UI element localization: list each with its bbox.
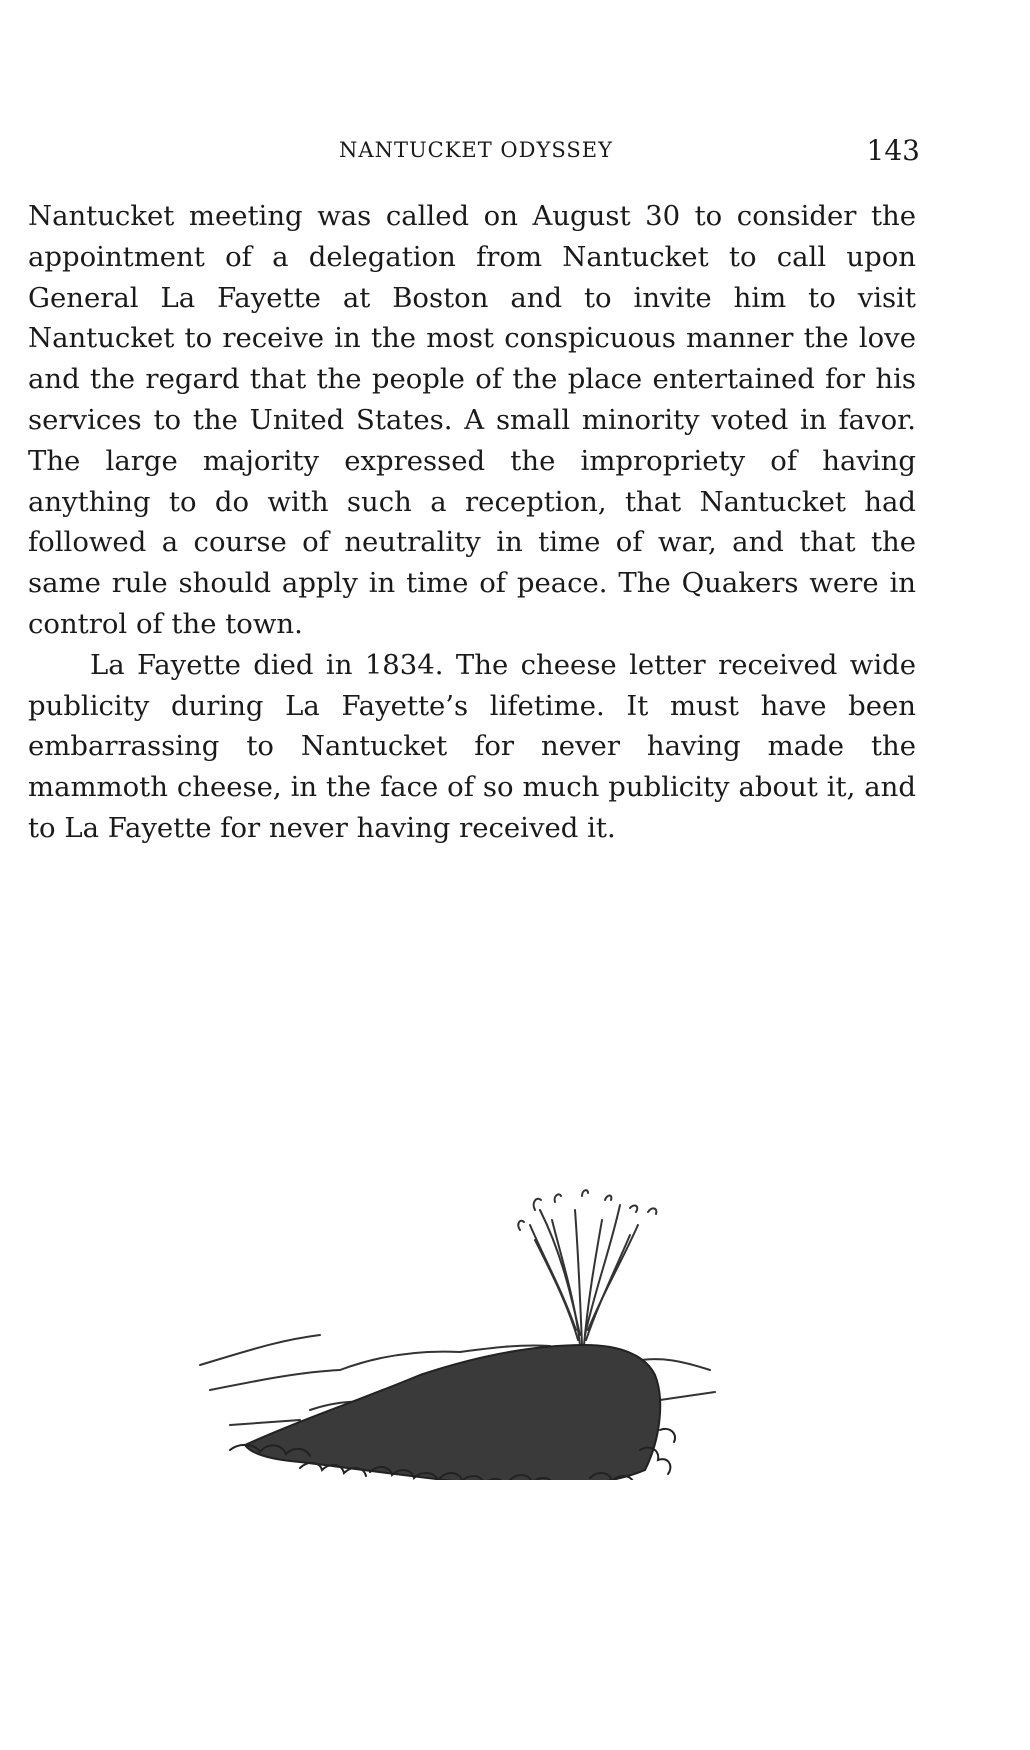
whale-body xyxy=(245,1345,660,1480)
whale-spouting-icon xyxy=(190,1100,770,1480)
page-number: 143 xyxy=(866,134,920,167)
paragraph: La Fayette died in 1834. The cheese letter received wide publicity during La Fayette’s lifetime. It must have been embarrassing to Nantucket for never having made the mammoth cheese, in the face of so much publicity about it, and to La Fayette for never having received it. xyxy=(28,648,916,844)
running-head xyxy=(26,132,926,172)
body-text xyxy=(28,196,916,849)
paragraph: Nantucket meeting was called on August 30 to consider the appointment of a delegation from Nantucket to call upon General La Fayette at Boston and to invite him to visit Nantucket to receive in the most conspicuous manner the love and the regard that the people of the place entertained for his services to the United States. A small minority voted in favor. The large majority expressed the impropriety of having anything to do with such a reception, that Nantucket had followed a course of neutrality in time of war, and that the same rule should apply in time of peace. The Quakers were in control of the town. xyxy=(28,200,916,640)
spout-icon xyxy=(518,1190,656,1345)
running-title: NANTUCKET ODYSSEY xyxy=(339,138,613,162)
